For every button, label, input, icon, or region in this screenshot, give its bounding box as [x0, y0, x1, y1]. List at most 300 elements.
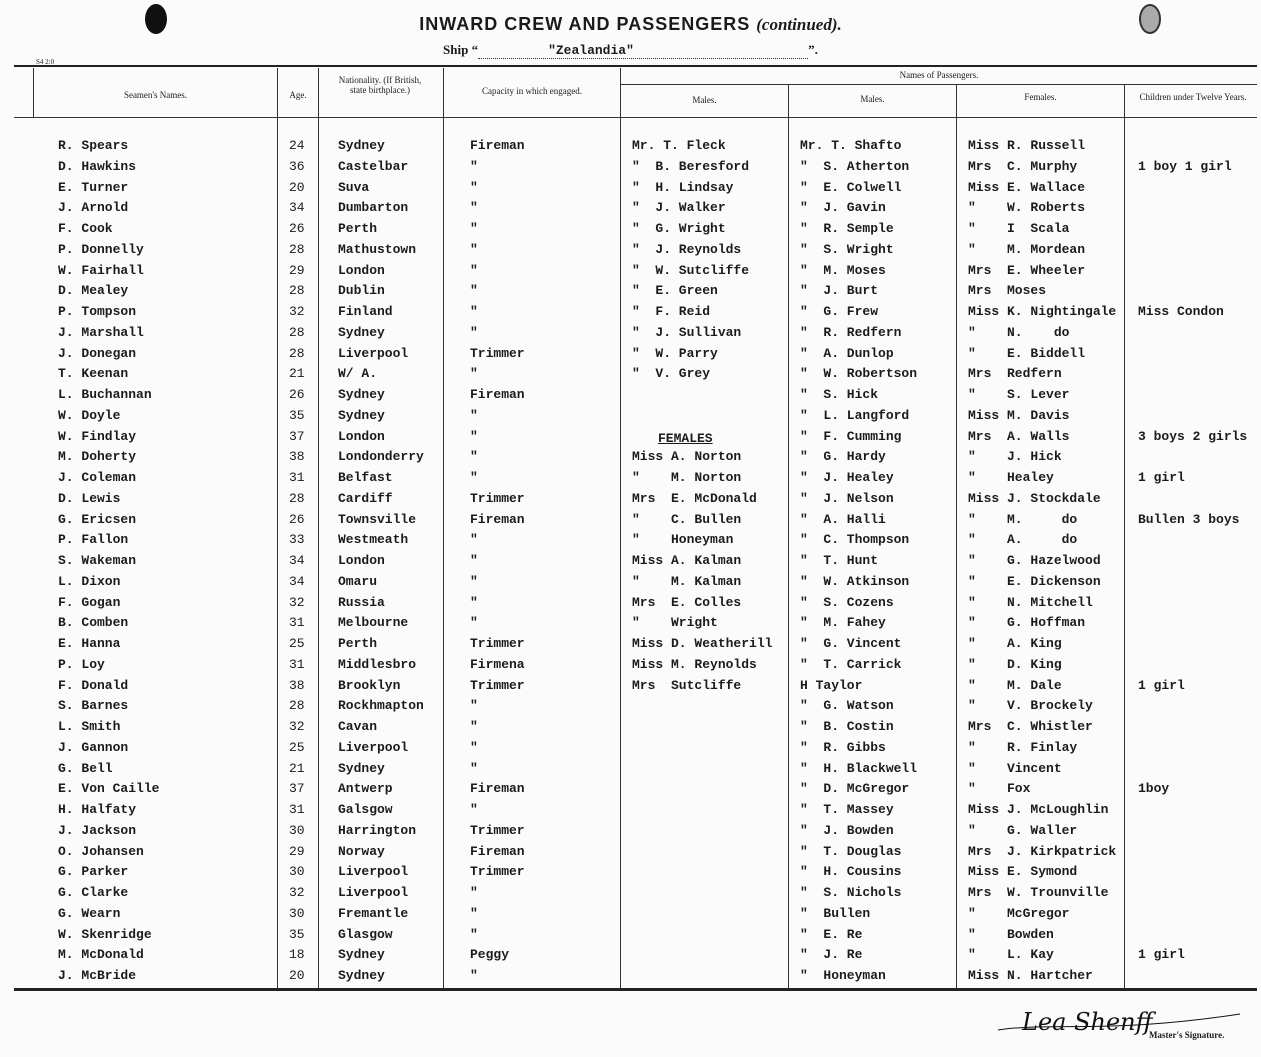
header-females: Females.	[1024, 92, 1057, 102]
passenger-male-1: " F. Reid	[632, 304, 711, 319]
crew-nationality: Omaru	[338, 574, 378, 589]
crew-capacity: Fireman	[470, 138, 525, 153]
passenger-female: " Healey	[968, 470, 1054, 485]
crew-capacity: "	[470, 449, 478, 464]
crew-age: 36	[289, 159, 305, 174]
crew-name: E. Turner	[58, 180, 129, 195]
passenger-children: 1 girl	[1138, 470, 1185, 485]
crew-name: S. Barnes	[58, 698, 129, 713]
crew-nationality: Harrington	[338, 823, 417, 838]
passenger-male-2: " T. Hunt	[800, 553, 879, 568]
passenger-female: " W. Roberts	[968, 200, 1086, 215]
ship-label: Ship	[443, 42, 469, 57]
crew-age: 32	[289, 885, 305, 900]
header-nationality: Nationality. (If British, state birthplace.)	[338, 75, 422, 95]
crew-age: 25	[289, 740, 305, 755]
crew-capacity: Fireman	[470, 844, 525, 859]
passenger-male-1: Miss A. Kalman	[632, 553, 742, 568]
crew-age: 34	[289, 200, 305, 215]
table-row	[0, 387, 1261, 407]
passenger-children: 1boy	[1138, 781, 1170, 796]
crew-capacity: "	[470, 885, 478, 900]
crew-age: 38	[289, 678, 305, 693]
crew-age: 29	[289, 844, 305, 859]
crew-name: J. Jackson	[58, 823, 137, 838]
passenger-male-1: " M. Norton	[632, 470, 742, 485]
passenger-male-2: " G. Vincent	[800, 636, 902, 651]
header-children: Children under Twelve Years.	[1139, 92, 1247, 102]
passenger-male-2: " S. Cozens	[800, 595, 894, 610]
crew-nationality: Glasgow	[338, 927, 393, 942]
passenger-male-2: " L. Langford	[800, 408, 910, 423]
passenger-male-2: " J. Nelson	[800, 491, 894, 506]
crew-name: L. Smith	[58, 719, 121, 734]
table-row	[0, 346, 1261, 366]
crew-nationality: Sydney	[338, 947, 385, 962]
passenger-male-2: " G. Hardy	[800, 449, 886, 464]
crew-name: D. Mealey	[58, 283, 129, 298]
passenger-male-1: " J. Sullivan	[632, 325, 742, 340]
crew-capacity: "	[470, 615, 478, 630]
table-row	[0, 657, 1261, 677]
table-row	[0, 408, 1261, 428]
crew-age: 31	[289, 615, 305, 630]
passenger-male-1: " W. Sutcliffe	[632, 263, 750, 278]
passenger-female: " Bowden	[968, 927, 1054, 942]
crew-capacity: Firmena	[470, 657, 525, 672]
crew-nationality: Dumbarton	[338, 200, 409, 215]
crew-age: 25	[289, 636, 305, 651]
crew-name: J. Gannon	[58, 740, 129, 755]
crew-age: 32	[289, 719, 305, 734]
page-title	[0, 14, 1261, 35]
passenger-male-1: Miss M. Reynolds	[632, 657, 757, 672]
crew-name: F. Gogan	[58, 595, 121, 610]
crew-name: D. Lewis	[58, 491, 121, 506]
crew-name: P. Fallon	[58, 532, 129, 547]
females-section-heading: FEMALES	[658, 431, 713, 446]
crew-nationality: Sydney	[338, 387, 385, 402]
table-row	[0, 429, 1261, 449]
passenger-children: 1 girl	[1138, 678, 1185, 693]
crew-age: 37	[289, 781, 305, 796]
crew-name: P. Loy	[58, 657, 105, 672]
crew-nationality: Mathustown	[338, 242, 417, 257]
crew-nationality: Dublin	[338, 283, 385, 298]
passenger-female: Mrs J. Kirkpatrick	[968, 844, 1117, 859]
passenger-female: " A. King	[968, 636, 1062, 651]
table-row	[0, 636, 1261, 656]
passenger-male-2: H Taylor	[800, 678, 863, 693]
passenger-male-2: " T. Carrick	[800, 657, 902, 672]
crew-name: G. Parker	[58, 864, 129, 879]
header-males-1: Males.	[692, 95, 717, 105]
crew-nationality: Liverpool	[338, 740, 409, 755]
crew-capacity: Trimmer	[470, 491, 525, 506]
crew-name: J. Marshall	[58, 325, 144, 340]
crew-nationality: Sydney	[338, 968, 385, 983]
crew-name: M. Doherty	[58, 449, 137, 464]
crew-capacity: Fireman	[470, 781, 525, 796]
crew-name: P. Donnelly	[58, 242, 144, 257]
crew-nationality: Liverpool	[338, 346, 409, 361]
crew-capacity: "	[470, 221, 478, 236]
passenger-female: " S. Lever	[968, 387, 1070, 402]
table-row	[0, 366, 1261, 386]
form-code: S4 2:0	[36, 58, 55, 66]
crew-nationality: Belfast	[338, 470, 393, 485]
passenger-male-2: " Bullen	[800, 906, 871, 921]
crew-age: 38	[289, 449, 305, 464]
passenger-female: Miss N. Hartcher	[968, 968, 1093, 983]
table-top-rule	[14, 65, 1257, 67]
passenger-male-1: " M. Kalman	[632, 574, 742, 589]
table-row	[0, 574, 1261, 594]
crew-capacity: "	[470, 532, 478, 547]
passenger-female: Mrs E. Wheeler	[968, 263, 1086, 278]
crew-capacity: "	[470, 263, 478, 278]
passenger-male-2: " H. Cousins	[800, 864, 902, 879]
crew-name: M. McDonald	[58, 947, 144, 962]
crew-age: 28	[289, 242, 305, 257]
crew-age: 26	[289, 512, 305, 527]
crew-nationality: Liverpool	[338, 885, 409, 900]
passenger-female: " M. Mordean	[968, 242, 1086, 257]
passenger-female: " E. Dickenson	[968, 574, 1101, 589]
table-row	[0, 781, 1261, 801]
passenger-female: " M. Dale	[968, 678, 1062, 693]
crew-nationality: Westmeath	[338, 532, 409, 547]
passenger-male-1: Mrs E. McDonald	[632, 491, 757, 506]
crew-nationality: Melbourne	[338, 615, 409, 630]
crew-nationality: Perth	[338, 221, 378, 236]
crew-name: F. Cook	[58, 221, 113, 236]
passenger-female: Mrs Redfern	[968, 366, 1062, 381]
crew-capacity: "	[470, 761, 478, 776]
passenger-female: Mrs C. Murphy	[968, 159, 1078, 174]
passenger-male-1: " J. Reynolds	[632, 242, 742, 257]
passenger-female: Miss E. Wallace	[968, 180, 1086, 195]
table-row	[0, 823, 1261, 843]
crew-name: J. Arnold	[58, 200, 129, 215]
crew-nationality: Townsville	[338, 512, 417, 527]
passenger-male-2: " A. Dunlop	[800, 346, 894, 361]
svg-text:Lea Shenff: Lea Shenff	[1022, 1008, 1153, 1036]
passenger-children: Miss Condon	[1138, 304, 1224, 319]
crew-nationality: Norway	[338, 844, 385, 859]
crew-age: 34	[289, 553, 305, 568]
passenger-female: Miss J. McLoughlin	[968, 802, 1109, 817]
crew-capacity: "	[470, 242, 478, 257]
passenger-male-2: " J. Healey	[800, 470, 894, 485]
crew-nationality: Russia	[338, 595, 385, 610]
passenger-male-2: " G. Frew	[800, 304, 879, 319]
passenger-children: 1 girl	[1138, 947, 1185, 962]
crew-nationality: Sydney	[338, 138, 385, 153]
crew-name: E. Hanna	[58, 636, 121, 651]
passenger-male-2: " J. Gavin	[800, 200, 886, 215]
passenger-male-2: " S. Hick	[800, 387, 879, 402]
passenger-male-2: " A. Halli	[800, 512, 886, 527]
crew-name: D. Hawkins	[58, 159, 137, 174]
passenger-male-2: " H. Blackwell	[800, 761, 918, 776]
passenger-female: " L. Kay	[968, 947, 1054, 962]
crew-capacity: "	[470, 968, 478, 983]
table-row	[0, 968, 1261, 988]
passenger-male-2: " R. Redfern	[800, 325, 902, 340]
crew-capacity: "	[470, 408, 478, 423]
passenger-female: " V. Brockely	[968, 698, 1093, 713]
passenger-male-2: Mr. T. Shafto	[800, 138, 902, 153]
crew-capacity: Peggy	[470, 947, 510, 962]
passenger-male-2: " M. Moses	[800, 263, 886, 278]
table-row	[0, 263, 1261, 283]
passenger-male-1: Miss D. Weatherill	[632, 636, 773, 651]
crew-nationality: Sydney	[338, 325, 385, 340]
crew-capacity: Trimmer	[470, 678, 525, 693]
crew-name: R. Spears	[58, 138, 129, 153]
crew-capacity: "	[470, 200, 478, 215]
passenger-male-2: " Honeyman	[800, 968, 886, 983]
crew-name: G. Bell	[58, 761, 113, 776]
crew-nationality: Antwerp	[338, 781, 393, 796]
crew-nationality: Finland	[338, 304, 393, 319]
table-row	[0, 740, 1261, 760]
table-row	[0, 885, 1261, 905]
crew-name: J. Coleman	[58, 470, 137, 485]
crew-nationality: Galsgow	[338, 802, 393, 817]
passenger-female: Mrs C. Whistler	[968, 719, 1093, 734]
passenger-male-1: " J. Walker	[632, 200, 726, 215]
crew-capacity: "	[470, 802, 478, 817]
passenger-male-1: " E. Green	[632, 283, 718, 298]
crew-capacity: "	[470, 470, 478, 485]
table-bottom-rule	[14, 988, 1257, 991]
crew-age: 30	[289, 823, 305, 838]
crew-age: 29	[289, 263, 305, 278]
passenger-male-2: " S. Nichols	[800, 885, 902, 900]
passenger-female: " I Scala	[968, 221, 1070, 236]
crew-name: B. Comben	[58, 615, 129, 630]
passenger-male-1: Mr. T. Fleck	[632, 138, 726, 153]
crew-capacity: "	[470, 283, 478, 298]
passenger-male-2: " T. Massey	[800, 802, 894, 817]
crew-nationality: Fremantle	[338, 906, 409, 921]
passenger-male-2: " E. Re	[800, 927, 863, 942]
crew-age: 20	[289, 180, 305, 195]
title-continued: (continued).	[756, 15, 842, 34]
passenger-male-2: " W. Atkinson	[800, 574, 910, 589]
passenger-female: " A. do	[968, 532, 1078, 547]
crew-capacity: "	[470, 366, 478, 381]
passenger-female: " Vincent	[968, 761, 1062, 776]
crew-nationality: Middlesbro	[338, 657, 417, 672]
passenger-male-2: " D. McGregor	[800, 781, 910, 796]
crew-age: 32	[289, 595, 305, 610]
passenger-male-2: " S. Atherton	[800, 159, 910, 174]
passenger-male-1: " C. Bullen	[632, 512, 742, 527]
crew-nationality: Perth	[338, 636, 378, 651]
crew-age: 33	[289, 532, 305, 547]
table-row	[0, 283, 1261, 303]
passenger-male-2: " S. Wright	[800, 242, 894, 257]
crew-capacity: "	[470, 740, 478, 755]
crew-nationality: Brooklyn	[338, 678, 401, 693]
table-row	[0, 138, 1261, 158]
crew-name: S. Wakeman	[58, 553, 137, 568]
crew-nationality: Sydney	[338, 408, 385, 423]
crew-age: 20	[289, 968, 305, 983]
crew-nationality: W/ A.	[338, 366, 378, 381]
crew-age: 37	[289, 429, 305, 444]
crew-name: G. Ericsen	[58, 512, 137, 527]
header-capacity: Capacity in which engaged.	[482, 86, 582, 96]
crew-capacity: "	[470, 325, 478, 340]
crew-name: W. Skenridge	[58, 927, 152, 942]
passenger-female: " McGregor	[968, 906, 1070, 921]
table-row	[0, 242, 1261, 262]
crew-capacity: "	[470, 927, 478, 942]
crew-nationality: London	[338, 429, 385, 444]
table-row	[0, 325, 1261, 345]
crew-age: 28	[289, 346, 305, 361]
passenger-male-2: " R. Semple	[800, 221, 894, 236]
crew-capacity: Trimmer	[470, 636, 525, 651]
passenger-male-2: " J. Re	[800, 947, 863, 962]
passenger-male-2: " J. Bowden	[800, 823, 894, 838]
crew-nationality: Londonderry	[338, 449, 424, 464]
table-row	[0, 927, 1261, 947]
passenger-female: Miss J. Stockdale	[968, 491, 1101, 506]
crew-age: 31	[289, 802, 305, 817]
crew-nationality: Castelbar	[338, 159, 409, 174]
passenger-female: " M. do	[968, 512, 1078, 527]
passenger-children: Bullen 3 boys	[1138, 512, 1240, 527]
crew-name: P. Tompson	[58, 304, 137, 319]
table-row	[0, 449, 1261, 469]
crew-age: 35	[289, 927, 305, 942]
table-row	[0, 595, 1261, 615]
crew-nationality: Suva	[338, 180, 370, 195]
table-row	[0, 512, 1261, 532]
crew-name: J. Donegan	[58, 346, 137, 361]
crew-age: 21	[289, 761, 305, 776]
passenger-male-1: " V. Grey	[632, 366, 711, 381]
crew-age: 35	[289, 408, 305, 423]
crew-name: T. Keenan	[58, 366, 129, 381]
crew-capacity: Fireman	[470, 512, 525, 527]
passenger-male-1: " B. Beresford	[632, 159, 750, 174]
table-row	[0, 221, 1261, 241]
passenger-male-2: " W. Robertson	[800, 366, 918, 381]
passenger-male-1: Mrs Sutcliffe	[632, 678, 742, 693]
crew-capacity: "	[470, 595, 478, 610]
crew-nationality: Cavan	[338, 719, 378, 734]
table-row	[0, 532, 1261, 552]
crew-nationality: Liverpool	[338, 864, 409, 879]
crew-age: 28	[289, 698, 305, 713]
crew-capacity: "	[470, 304, 478, 319]
table-row	[0, 470, 1261, 490]
crew-nationality: Cardiff	[338, 491, 393, 506]
crew-name: W. Doyle	[58, 408, 121, 423]
crew-age: 30	[289, 864, 305, 879]
crew-capacity: "	[470, 574, 478, 589]
table-row	[0, 698, 1261, 718]
crew-name: F. Donald	[58, 678, 129, 693]
ship-close-quote: ”.	[808, 42, 818, 57]
crew-nationality: Rockhmapton	[338, 698, 424, 713]
passenger-male-2: " G. Watson	[800, 698, 894, 713]
table-row	[0, 947, 1261, 967]
table-row	[0, 864, 1261, 884]
table-row	[0, 802, 1261, 822]
table-row	[0, 200, 1261, 220]
table-row	[0, 615, 1261, 635]
passenger-children: 1 boy 1 girl	[1138, 159, 1232, 174]
table-row	[0, 761, 1261, 781]
passenger-female: " G. Hazelwood	[968, 553, 1101, 568]
passenger-female: " D. King	[968, 657, 1062, 672]
passenger-female: Miss R. Russell	[968, 138, 1086, 153]
passenger-male-1: " W. Parry	[632, 346, 718, 361]
passenger-female: Mrs A. Walls	[968, 429, 1070, 444]
passenger-female: " R. Finlay	[968, 740, 1078, 755]
ship-name: "Zealandia"	[478, 43, 808, 59]
passenger-male-1: " H. Lindsay	[632, 180, 734, 195]
crew-age: 18	[289, 947, 305, 962]
table-row	[0, 906, 1261, 926]
crew-age: 34	[289, 574, 305, 589]
passenger-male-1: " G. Wright	[632, 221, 726, 236]
crew-age: 31	[289, 657, 305, 672]
crew-age: 32	[289, 304, 305, 319]
crew-age: 24	[289, 138, 305, 153]
passenger-male-1: " Wright	[632, 615, 718, 630]
crew-age: 26	[289, 387, 305, 402]
passenger-female: Miss M. Davis	[968, 408, 1070, 423]
passenger-male-2: " E. Colwell	[800, 180, 902, 195]
passenger-male-2: " C. Thompson	[800, 532, 910, 547]
table-row	[0, 678, 1261, 698]
crew-age: 28	[289, 491, 305, 506]
crew-name: W. Fairhall	[58, 263, 144, 278]
passenger-female: " G. Waller	[968, 823, 1078, 838]
passenger-male-2: " J. Burt	[800, 283, 879, 298]
table-row	[0, 553, 1261, 573]
header-males-2: Males.	[860, 94, 885, 104]
crew-age: 21	[289, 366, 305, 381]
passenger-male-1: Mrs E. Colles	[632, 595, 742, 610]
crew-name: O. Johansen	[58, 844, 144, 859]
crew-name: G. Clarke	[58, 885, 129, 900]
table-row	[0, 719, 1261, 739]
crew-name: L. Dixon	[58, 574, 121, 589]
passenger-children: 3 boys 2 girls	[1138, 429, 1248, 444]
crew-capacity: Trimmer	[470, 346, 525, 361]
crew-capacity: Fireman	[470, 387, 525, 402]
crew-name: L. Buchannan	[58, 387, 152, 402]
title-main: INWARD CREW AND PASSENGERS	[419, 14, 751, 34]
passenger-male-1: Miss A. Norton	[632, 449, 742, 464]
passenger-female: " G. Hoffman	[968, 615, 1086, 630]
crew-nationality: London	[338, 553, 385, 568]
table-row	[0, 180, 1261, 200]
crew-name: W. Findlay	[58, 429, 137, 444]
passenger-female: Mrs Moses	[968, 283, 1047, 298]
ship-open-quote: “	[471, 42, 479, 57]
passenger-female: " N. do	[968, 325, 1070, 340]
